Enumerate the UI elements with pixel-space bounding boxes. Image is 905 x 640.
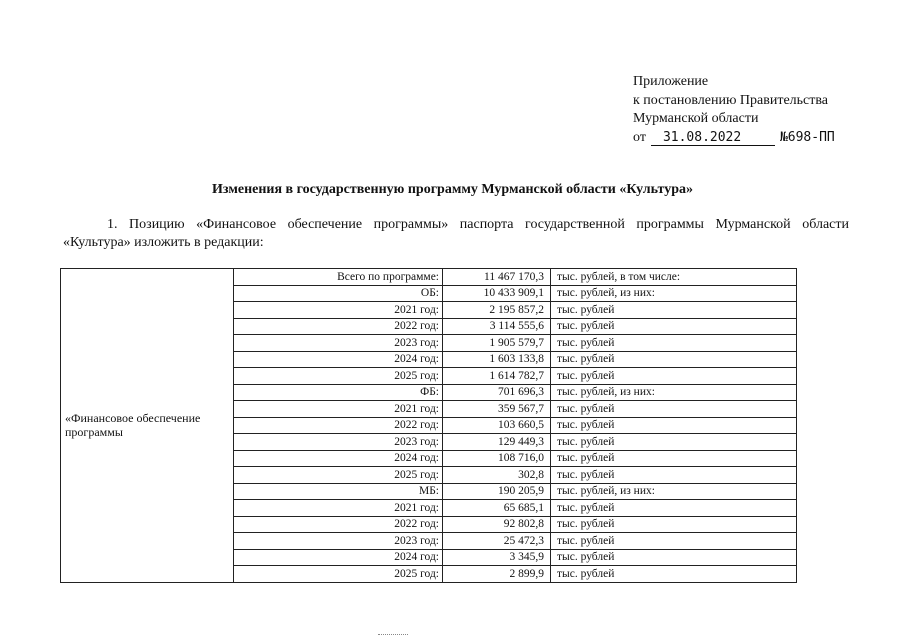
unit-cell: тыс. рублей xyxy=(551,500,797,517)
amount-cell: 25 472,3 xyxy=(443,533,551,550)
unit-cell: тыс. рублей xyxy=(551,401,797,418)
amount-cell: 3 345,9 xyxy=(443,549,551,566)
document-title: Изменения в государственную программу Мурманской области «Культура» xyxy=(212,182,693,197)
period-cell: 2024 год: xyxy=(234,450,443,467)
financing-table xyxy=(60,268,797,583)
period-cell: 2021 год: xyxy=(234,302,443,319)
amendment-paragraph xyxy=(63,216,849,252)
amount-cell: 3 114 555,6 xyxy=(443,318,551,335)
amount-cell: 302,8 xyxy=(443,467,551,484)
unit-cell: тыс. рублей xyxy=(551,318,797,335)
period-cell: 2023 год: xyxy=(234,434,443,451)
amount-cell: 2 899,9 xyxy=(443,566,551,583)
decree-date: 31.08.2022 xyxy=(651,130,775,146)
period-cell: 2025 год: xyxy=(234,467,443,484)
period-cell: 2025 год: xyxy=(234,368,443,385)
amount-cell: 129 449,3 xyxy=(443,434,551,451)
period-cell: 2021 год: xyxy=(234,401,443,418)
paragraph-line-1: 1. Позицию «Финансовое обеспечение программы» паспорта государственной программы Мурманской области xyxy=(107,217,849,232)
unit-cell: тыс. рублей xyxy=(551,335,797,352)
unit-cell: тыс. рублей, в том числе: xyxy=(551,269,797,286)
amount-cell: 92 802,8 xyxy=(443,516,551,533)
unit-cell: тыс. рублей xyxy=(551,434,797,451)
period-cell: 2025 год: xyxy=(234,566,443,583)
amount-cell: 2 195 857,2 xyxy=(443,302,551,319)
unit-cell: тыс. рублей, из них: xyxy=(551,483,797,500)
period-cell: 2024 год: xyxy=(234,549,443,566)
period-cell: 2022 год: xyxy=(234,417,443,434)
appendix-line-3: Мурманской области xyxy=(633,111,759,126)
period-cell: 2024 год: xyxy=(234,351,443,368)
unit-cell: тыс. рублей xyxy=(551,566,797,583)
unit-cell: тыс. рублей xyxy=(551,516,797,533)
unit-cell: тыс. рублей xyxy=(551,417,797,434)
paragraph-line-2: «Культура» изложить в редакции: xyxy=(63,235,264,250)
decree-reference xyxy=(633,129,835,148)
amount-cell: 10 433 909,1 xyxy=(443,285,551,302)
period-cell: ОБ: xyxy=(234,285,443,302)
financing-label: «Финансовое обеспечение программы xyxy=(61,269,234,583)
period-cell: 2023 год: xyxy=(234,335,443,352)
amount-cell: 190 205,9 xyxy=(443,483,551,500)
appendix-line-2: к постановлению Правительства xyxy=(633,92,829,108)
appendix-line-1: Приложение xyxy=(633,74,709,89)
period-cell: 2022 год: xyxy=(234,516,443,533)
page-mark xyxy=(378,634,408,638)
amount-cell: 1 614 782,7 xyxy=(443,368,551,385)
amount-cell: 701 696,3 xyxy=(443,384,551,401)
period-cell: МБ: xyxy=(234,483,443,500)
amount-cell: 65 685,1 xyxy=(443,500,551,517)
unit-cell: тыс. рублей xyxy=(551,533,797,550)
unit-cell: тыс. рублей xyxy=(551,450,797,467)
period-cell: ФБ: xyxy=(234,384,443,401)
amount-cell: 1 603 133,8 xyxy=(443,351,551,368)
amount-cell: 103 660,5 xyxy=(443,417,551,434)
amount-cell: 1 905 579,7 xyxy=(443,335,551,352)
decree-from-label: от xyxy=(633,129,646,145)
unit-cell: тыс. рублей xyxy=(551,302,797,319)
period-cell: 2023 год: xyxy=(234,533,443,550)
table-row xyxy=(61,269,797,286)
period-cell: 2021 год: xyxy=(234,500,443,517)
unit-cell: тыс. рублей xyxy=(551,368,797,385)
amount-cell: 359 567,7 xyxy=(443,401,551,418)
unit-cell: тыс. рублей xyxy=(551,549,797,566)
amount-cell: 108 716,0 xyxy=(443,450,551,467)
appendix-header xyxy=(633,73,835,147)
unit-cell: тыс. рублей, из них: xyxy=(551,384,797,401)
amount-cell: 11 467 170,3 xyxy=(443,269,551,286)
period-cell: 2022 год: xyxy=(234,318,443,335)
period-cell: Всего по программе: xyxy=(234,269,443,286)
unit-cell: тыс. рублей, из них: xyxy=(551,285,797,302)
unit-cell: тыс. рублей xyxy=(551,351,797,368)
unit-cell: тыс. рублей xyxy=(551,467,797,484)
decree-number: №698-ПП xyxy=(779,129,835,145)
